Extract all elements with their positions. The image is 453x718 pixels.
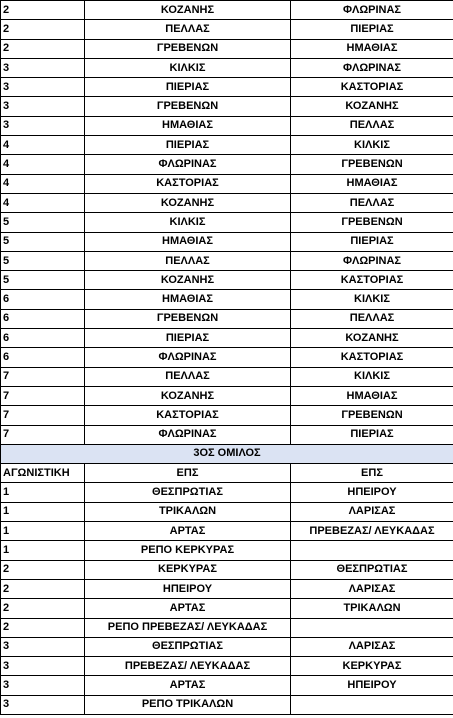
away-team-cell: ΚΙΛΚΙΣ: [291, 367, 453, 386]
home-team-cell: ΑΡΤΑΣ: [85, 676, 291, 695]
round-cell: 3: [1, 657, 85, 676]
away-team-cell: ΚΙΛΚΙΣ: [291, 136, 453, 155]
away-team-cell: ΗΠΕΙΡΟΥ: [291, 483, 453, 502]
round-cell: 1: [1, 522, 85, 541]
group-header-row: [1, 444, 453, 463]
away-team-cell: [291, 618, 453, 637]
round-cell: 4: [1, 136, 85, 155]
table-row: [1, 560, 453, 579]
away-team-cell: ΚΑΣΤΟΡΙΑΣ: [291, 78, 453, 97]
home-team-cell: ΓΡΕΒΕΝΩΝ: [85, 309, 291, 328]
away-team-cell: ΦΛΩΡΙΝΑΣ: [291, 1, 453, 20]
table-row: [1, 213, 453, 232]
home-team-cell: ΗΜΑΘΙΑΣ: [85, 116, 291, 135]
home-team-cell: ΠΙΕΡΙΑΣ: [85, 78, 291, 97]
round-cell: 2: [1, 20, 85, 39]
home-team-cell: ΚΑΣΤΟΡΙΑΣ: [85, 406, 291, 425]
round-cell: ΑΓΩΝΙΣΤΙΚΗ: [1, 464, 85, 483]
fixtures-table-body: [1, 1, 453, 715]
table-row: [1, 464, 453, 483]
home-team-cell: ΡΕΠΟ ΚΕΡΚΥΡΑΣ: [85, 541, 291, 560]
round-cell: 3: [1, 97, 85, 116]
home-team-cell: ΤΡΙΚΑΛΩΝ: [85, 502, 291, 521]
table-row: [1, 251, 453, 270]
away-team-cell: ΚΑΣΤΟΡΙΑΣ: [291, 348, 453, 367]
away-team-cell: ΦΛΩΡΙΝΑΣ: [291, 58, 453, 77]
home-team-cell: ΦΛΩΡΙΝΑΣ: [85, 155, 291, 174]
round-cell: 3: [1, 78, 85, 97]
home-team-cell: ΕΠΣ: [85, 464, 291, 483]
table-row: [1, 695, 453, 714]
round-cell: 2: [1, 618, 85, 637]
away-team-cell: ΛΑΡΙΣΑΣ: [291, 579, 453, 598]
table-row: [1, 406, 453, 425]
away-team-cell: ΗΜΑΘΙΑΣ: [291, 174, 453, 193]
round-cell: 2: [1, 1, 85, 20]
away-team-cell: ΚΙΛΚΙΣ: [291, 290, 453, 309]
round-cell: 5: [1, 251, 85, 270]
away-team-cell: ΠΕΛΛΑΣ: [291, 116, 453, 135]
table-row: [1, 425, 453, 444]
table-row: [1, 193, 453, 212]
group-title: 3ΟΣ ΟΜΙΛΟΣ: [1, 444, 453, 463]
away-team-cell: ΕΠΣ: [291, 464, 453, 483]
away-team-cell: ΚΕΡΚΥΡΑΣ: [291, 657, 453, 676]
away-team-cell: ΗΠΕΙΡΟΥ: [291, 676, 453, 695]
round-cell: 7: [1, 386, 85, 405]
home-team-cell: ΑΡΤΑΣ: [85, 522, 291, 541]
round-cell: 7: [1, 406, 85, 425]
away-team-cell: ΠΙΕΡΙΑΣ: [291, 232, 453, 251]
home-team-cell: ΚΟΖΑΝΗΣ: [85, 271, 291, 290]
round-cell: 1: [1, 502, 85, 521]
away-team-cell: ΠΡΕΒΕΖΑΣ/ ΛΕΥΚΑΔΑΣ: [291, 522, 453, 541]
away-team-cell: ΓΡΕΒΕΝΩΝ: [291, 406, 453, 425]
round-cell: 1: [1, 541, 85, 560]
table-row: [1, 502, 453, 521]
table-row: [1, 290, 453, 309]
round-cell: 2: [1, 579, 85, 598]
table-row: [1, 348, 453, 367]
round-cell: 4: [1, 155, 85, 174]
table-row: [1, 78, 453, 97]
round-cell: 6: [1, 348, 85, 367]
table-row: [1, 329, 453, 348]
round-cell: 4: [1, 174, 85, 193]
round-cell: 3: [1, 676, 85, 695]
round-cell: 1: [1, 483, 85, 502]
table-row: [1, 136, 453, 155]
round-cell: 2: [1, 599, 85, 618]
table-row: [1, 522, 453, 541]
home-team-cell: ΡΕΠΟ ΤΡΙΚΑΛΩΝ: [85, 695, 291, 714]
home-team-cell: ΠΕΛΛΑΣ: [85, 367, 291, 386]
table-row: [1, 386, 453, 405]
table-row: [1, 618, 453, 637]
table-row: [1, 97, 453, 116]
table-row: [1, 367, 453, 386]
table-row: [1, 309, 453, 328]
home-team-cell: ΑΡΤΑΣ: [85, 599, 291, 618]
table-row: [1, 579, 453, 598]
home-team-cell: ΓΡΕΒΕΝΩΝ: [85, 97, 291, 116]
round-cell: 5: [1, 271, 85, 290]
table-row: [1, 657, 453, 676]
home-team-cell: ΠΕΛΛΑΣ: [85, 20, 291, 39]
home-team-cell: ΠΙΕΡΙΑΣ: [85, 136, 291, 155]
round-cell: 3: [1, 116, 85, 135]
home-team-cell: ΚΙΛΚΙΣ: [85, 213, 291, 232]
away-team-cell: ΓΡΕΒΕΝΩΝ: [291, 155, 453, 174]
table-row: [1, 541, 453, 560]
home-team-cell: ΦΛΩΡΙΝΑΣ: [85, 425, 291, 444]
away-team-cell: ΛΑΡΙΣΑΣ: [291, 637, 453, 656]
table-row: [1, 232, 453, 251]
round-cell: 3: [1, 637, 85, 656]
round-cell: 3: [1, 695, 85, 714]
round-cell: 5: [1, 213, 85, 232]
table-row: [1, 58, 453, 77]
away-team-cell: ΦΛΩΡΙΝΑΣ: [291, 251, 453, 270]
away-team-cell: ΚΟΖΑΝΗΣ: [291, 329, 453, 348]
round-cell: 7: [1, 425, 85, 444]
round-cell: 6: [1, 290, 85, 309]
away-team-cell: ΘΕΣΠΡΩΤΙΑΣ: [291, 560, 453, 579]
away-team-cell: ΗΜΑΘΙΑΣ: [291, 386, 453, 405]
round-cell: 6: [1, 309, 85, 328]
home-team-cell: ΗΜΑΘΙΑΣ: [85, 232, 291, 251]
round-cell: 6: [1, 329, 85, 348]
home-team-cell: ΚΙΛΚΙΣ: [85, 58, 291, 77]
home-team-cell: ΠΡΕΒΕΖΑΣ/ ΛΕΥΚΑΔΑΣ: [85, 657, 291, 676]
round-cell: 5: [1, 232, 85, 251]
table-row: [1, 637, 453, 656]
away-team-cell: ΚΟΖΑΝΗΣ: [291, 97, 453, 116]
home-team-cell: ΚΑΣΤΟΡΙΑΣ: [85, 174, 291, 193]
home-team-cell: ΘΕΣΠΡΩΤΙΑΣ: [85, 637, 291, 656]
round-cell: 2: [1, 560, 85, 579]
table-row: [1, 116, 453, 135]
home-team-cell: ΠΕΛΛΑΣ: [85, 251, 291, 270]
home-team-cell: ΗΜΑΘΙΑΣ: [85, 290, 291, 309]
table-row: [1, 39, 453, 58]
table-row: [1, 155, 453, 174]
round-cell: 7: [1, 367, 85, 386]
away-team-cell: ΓΡΕΒΕΝΩΝ: [291, 213, 453, 232]
round-cell: 2: [1, 39, 85, 58]
away-team-cell: ΗΜΑΘΙΑΣ: [291, 39, 453, 58]
table-row: [1, 676, 453, 695]
round-cell: 3: [1, 58, 85, 77]
home-team-cell: ΘΕΣΠΡΩΤΙΑΣ: [85, 483, 291, 502]
home-team-cell: ΚΟΖΑΝΗΣ: [85, 386, 291, 405]
table-row: [1, 599, 453, 618]
away-team-cell: ΠΙΕΡΙΑΣ: [291, 425, 453, 444]
away-team-cell: ΠΙΕΡΙΑΣ: [291, 20, 453, 39]
away-team-cell: ΠΕΛΛΑΣ: [291, 309, 453, 328]
home-team-cell: ΚΟΖΑΝΗΣ: [85, 1, 291, 20]
home-team-cell: ΦΛΩΡΙΝΑΣ: [85, 348, 291, 367]
away-team-cell: ΛΑΡΙΣΑΣ: [291, 502, 453, 521]
table-row: [1, 1, 453, 20]
home-team-cell: ΠΙΕΡΙΑΣ: [85, 329, 291, 348]
away-team-cell: ΠΕΛΛΑΣ: [291, 193, 453, 212]
table-row: [1, 483, 453, 502]
round-cell: 4: [1, 193, 85, 212]
home-team-cell: ΚΟΖΑΝΗΣ: [85, 193, 291, 212]
away-team-cell: ΤΡΙΚΑΛΩΝ: [291, 599, 453, 618]
table-row: [1, 174, 453, 193]
away-team-cell: ΚΑΣΤΟΡΙΑΣ: [291, 271, 453, 290]
home-team-cell: ΚΕΡΚΥΡΑΣ: [85, 560, 291, 579]
away-team-cell: [291, 695, 453, 714]
home-team-cell: ΓΡΕΒΕΝΩΝ: [85, 39, 291, 58]
table-row: [1, 20, 453, 39]
away-team-cell: [291, 541, 453, 560]
home-team-cell: ΡΕΠΟ ΠΡΕΒΕΖΑΣ/ ΛΕΥΚΑΔΑΣ: [85, 618, 291, 637]
home-team-cell: ΗΠΕΙΡΟΥ: [85, 579, 291, 598]
table-row: [1, 271, 453, 290]
